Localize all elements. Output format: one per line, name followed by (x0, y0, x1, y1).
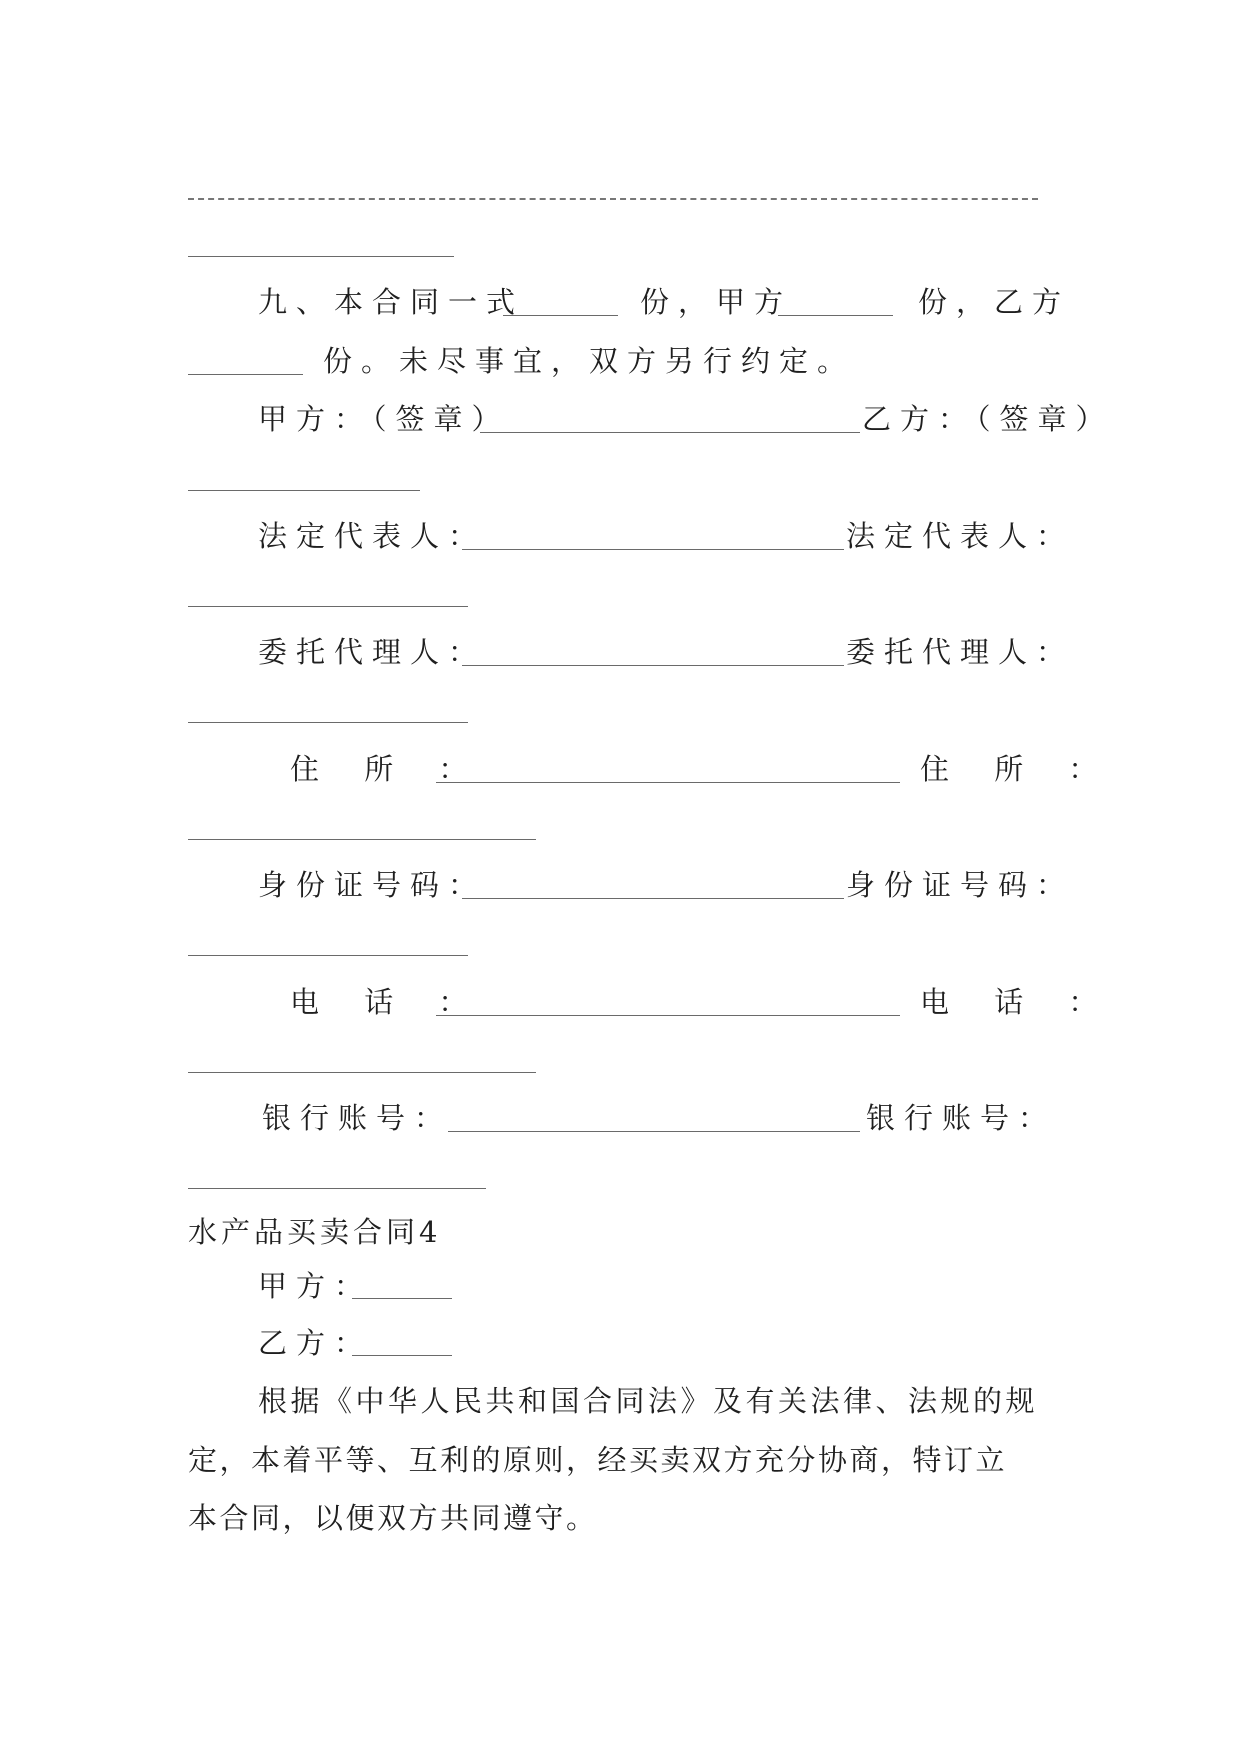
party-b-seal-label: 乙方：（签章） (862, 402, 1114, 436)
clause-9-part4: 份。未尽事宜，双方另行约定。 (323, 344, 856, 378)
party-a-seal-blank (480, 432, 860, 433)
party-a-bank-label: 银行账号： (262, 1101, 453, 1135)
copies-party-b-blank (188, 374, 303, 375)
party-b-agent-blank (188, 722, 468, 723)
party-a-name-blank (352, 1298, 452, 1299)
party-b-address-blank (188, 839, 536, 840)
party-a-label: 甲方： (258, 1269, 373, 1303)
party-a-phone-label: 电 话 ： (290, 985, 486, 1019)
party-b-legal-rep-label: 法定代表人： (846, 519, 1075, 553)
party-a-id-label: 身份证号码： (258, 868, 487, 902)
party-a-seal-label: 甲方：（签章） (258, 402, 510, 436)
blank-line (188, 256, 454, 257)
party-a-legal-rep-blank (462, 549, 844, 550)
party-b-legal-rep-blank (188, 606, 468, 607)
party-a-bank-blank (448, 1131, 860, 1132)
party-b-id-blank (188, 955, 468, 956)
party-a-address-blank (436, 782, 900, 783)
intro-paragraph-line1: 根据《中华人民共和国合同法》及有关法律、法规的规 (258, 1384, 1039, 1418)
party-b-id-label: 身份证号码： (846, 868, 1075, 902)
party-b-phone-label: 电 话 ： (920, 985, 1116, 1019)
party-a-legal-rep-label: 法定代表人： (258, 519, 487, 553)
party-a-id-blank (462, 898, 844, 899)
clause-9-part3: 份，乙方 (918, 285, 1071, 319)
copies-party-a-blank (778, 315, 893, 316)
party-b-name-blank (352, 1355, 452, 1356)
party-b-bank-blank (188, 1188, 486, 1189)
blank-line (188, 198, 1038, 200)
party-b-seal-blank (188, 490, 420, 491)
party-b-phone-blank (188, 1072, 536, 1073)
party-a-agent-label: 委托代理人： (258, 635, 487, 669)
clause-9-part1: 九、本合同一式 (258, 285, 525, 319)
party-b-address-label: 住 所 ： (920, 752, 1116, 786)
contract-title: 水产品买卖合同4 (188, 1215, 442, 1249)
party-b-label: 乙方： (258, 1326, 373, 1360)
party-a-address-label: 住 所 ： (290, 752, 486, 786)
clause-9-part2: 份，甲方 (640, 285, 793, 319)
party-b-agent-label: 委托代理人： (846, 635, 1075, 669)
party-a-agent-blank (462, 665, 844, 666)
intro-paragraph-line2: 定，本着平等、互利的原则，经买卖双方充分协商，特订立 (188, 1443, 1008, 1477)
intro-paragraph-line3: 本合同，以便双方共同遵守。 (188, 1501, 598, 1535)
copies-total-blank (503, 315, 618, 316)
party-a-phone-blank (436, 1015, 900, 1016)
party-b-bank-label: 银行账号： (866, 1101, 1057, 1135)
